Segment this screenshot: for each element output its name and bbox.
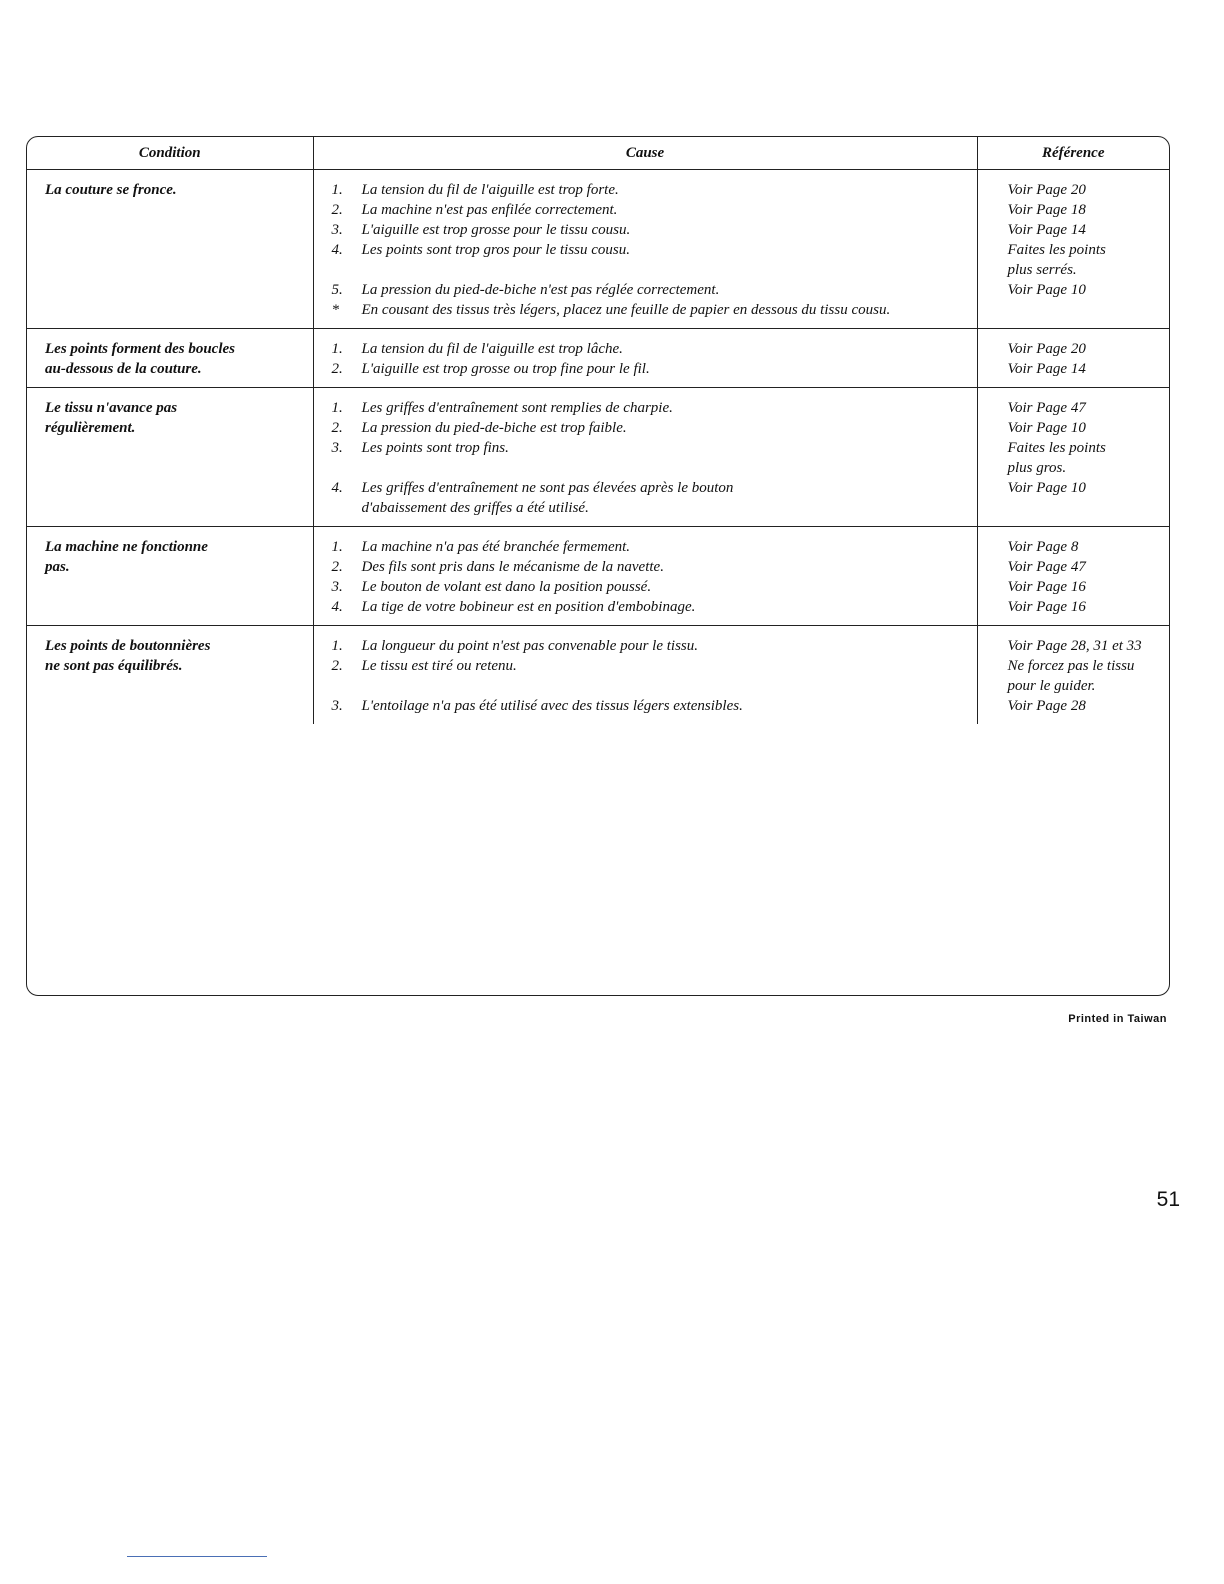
condition-text: La machine ne fonctionne [45,539,208,555]
cause-number: 3. [331,222,343,238]
cause-cell [313,170,977,329]
table-row [27,388,1169,527]
cause-cell [313,527,977,626]
table-header-row [27,137,1169,170]
cause-item [332,537,969,557]
cause-cell [313,329,977,388]
table-row [27,170,1169,329]
cause-item [332,398,969,418]
condition-cell [27,527,313,626]
cause-text: Les griffes d'entraînement sont remplies de charpie. [361,400,673,416]
cause-text: La machine n'a pas été branchée fermement. [361,539,631,555]
cause-text: Le tissu est tiré ou retenu. [361,658,517,674]
cause-text: Des fils sont pris dans le mécanisme de la navette. [361,559,664,575]
cause-text: Les griffes d'entraînement ne sont pas élevées après le bouton d'abaissement des griffes a été utilisé. [361,480,734,516]
condition-text: Le tissu n'avance pas [45,400,178,416]
reference-text: Voir Page 47 [1007,400,1086,416]
cause-text: Le bouton de volant est dano la position poussé. [361,579,652,595]
cause-item [332,438,969,458]
header-reference: Référence [977,137,1169,170]
cause-number: 3. [331,579,343,595]
cause-number: 5. [331,282,343,298]
header-condition: Condition [27,137,313,170]
cause-cell [313,388,977,527]
cause-item [332,696,969,716]
cause-item [332,636,969,656]
cause-number: 1. [331,539,343,555]
cause-text: L'entoilage n'a pas été utilisé avec des tissus légers extensibles. [361,698,743,714]
reference-text: pour le guider. [1007,678,1096,694]
reference-cell [977,170,1169,329]
cause-text: En cousant des tissus très légers, placez une feuille de papier en dessous du tissu cousu. [361,302,891,318]
reference-text: Voir Page 10 [1007,480,1086,496]
table-row [27,527,1169,626]
condition-cell [27,388,313,527]
printed-in-label: Printed in Taiwan [1068,1013,1167,1025]
cause-text: La tension du fil de l'aiguille est trop lâche. [361,341,623,357]
cause-item [332,180,969,200]
cause-text: La pression du pied-de-biche est trop faible. [361,420,627,436]
cause-number: 4. [331,480,343,496]
cause-number: 1. [331,182,343,198]
table-row [27,626,1169,725]
cause-number: 3. [331,440,343,456]
reference-text: plus gros. [1007,460,1067,476]
cause-item [332,280,969,300]
cause-number: 4. [331,242,343,258]
reference-text: Voir Page 16 [1007,599,1086,615]
reference-text: Ne forcez pas le tissu [1007,658,1135,674]
reference-text: Voir Page 10 [1007,282,1086,298]
cause-number: 2. [331,559,343,575]
cause-item [332,656,969,676]
cause-number: 1. [331,341,343,357]
cause-item [332,300,969,320]
reference-text: Voir Page 8 [1007,539,1079,555]
cause-text: La longueur du point n'est pas convenable pour le tissu. [361,638,699,654]
cause-number: 2. [331,361,343,377]
cause-item [332,339,969,359]
cause-text: La machine n'est pas enfilée correctement. [361,202,618,218]
cause-item [332,240,969,260]
reference-text: Voir Page 14 [1007,222,1086,238]
condition-text: Les points forment des boucles [45,341,235,357]
reference-text: plus serrés. [1007,262,1077,278]
condition-text: régulièrement. [45,420,136,436]
reference-text: Voir Page 20 [1007,341,1086,357]
cause-item [332,597,969,617]
cause-text: Les points sont trop fins. [361,440,509,456]
cause-note-asterisk: * [331,302,339,318]
cause-number: 3. [331,698,343,714]
cause-number: 4. [331,599,343,615]
reference-text: Voir Page 18 [1007,202,1086,218]
cause-text: La tension du fil de l'aiguille est trop forte. [361,182,619,198]
cause-number: 2. [331,420,343,436]
reference-text: Voir Page 28 [1007,698,1086,714]
cause-cell [313,626,977,725]
condition-cell [27,170,313,329]
cause-item [332,557,969,577]
cause-item [332,359,969,379]
cause-item [332,577,969,597]
cause-item [332,220,969,240]
cause-item [332,478,969,518]
troubleshooting-table-frame [26,136,1170,996]
reference-text: Faites les points [1007,242,1106,258]
reference-text: Voir Page 28, 31 et 33 [1007,638,1142,654]
reference-text: Voir Page 47 [1007,559,1086,575]
cause-number: 1. [331,400,343,416]
page-number: 51 [1156,1188,1180,1211]
reference-text: Voir Page 20 [1007,182,1086,198]
reference-cell [977,388,1169,527]
cause-text: L'aiguille est trop grosse ou trop fine pour le fil. [361,361,650,377]
condition-text: ne sont pas équilibrés. [45,658,183,674]
condition-text: Les points de boutonnières [45,638,211,654]
cause-text: La tige de votre bobineur est en position d'embobinage. [361,599,696,615]
reference-cell [977,329,1169,388]
cause-item [332,418,969,438]
cause-number: 2. [331,658,343,674]
footnote-divider [127,1556,267,1557]
reference-text: Voir Page 16 [1007,579,1086,595]
reference-text: Voir Page 10 [1007,420,1086,436]
reference-cell [977,527,1169,626]
reference-cell [977,626,1169,725]
reference-text: Voir Page 14 [1007,361,1086,377]
condition-text: pas. [45,559,70,575]
cause-item [332,200,969,220]
cause-text: Les points sont trop gros pour le tissu cousu. [361,242,630,258]
condition-cell [27,626,313,725]
reference-text: Faites les points [1007,440,1106,456]
cause-number: 2. [331,202,343,218]
troubleshooting-table [27,137,1169,724]
table-row [27,329,1169,388]
condition-text: La couture se fronce. [45,182,177,198]
condition-text: au-dessous de la couture. [45,361,202,377]
cause-number: 1. [331,638,343,654]
cause-text: L'aiguille est trop grosse pour le tissu cousu. [361,222,631,238]
header-cause: Cause [313,137,977,170]
cause-text: La pression du pied-de-biche n'est pas réglée correctement. [361,282,720,298]
condition-cell [27,329,313,388]
